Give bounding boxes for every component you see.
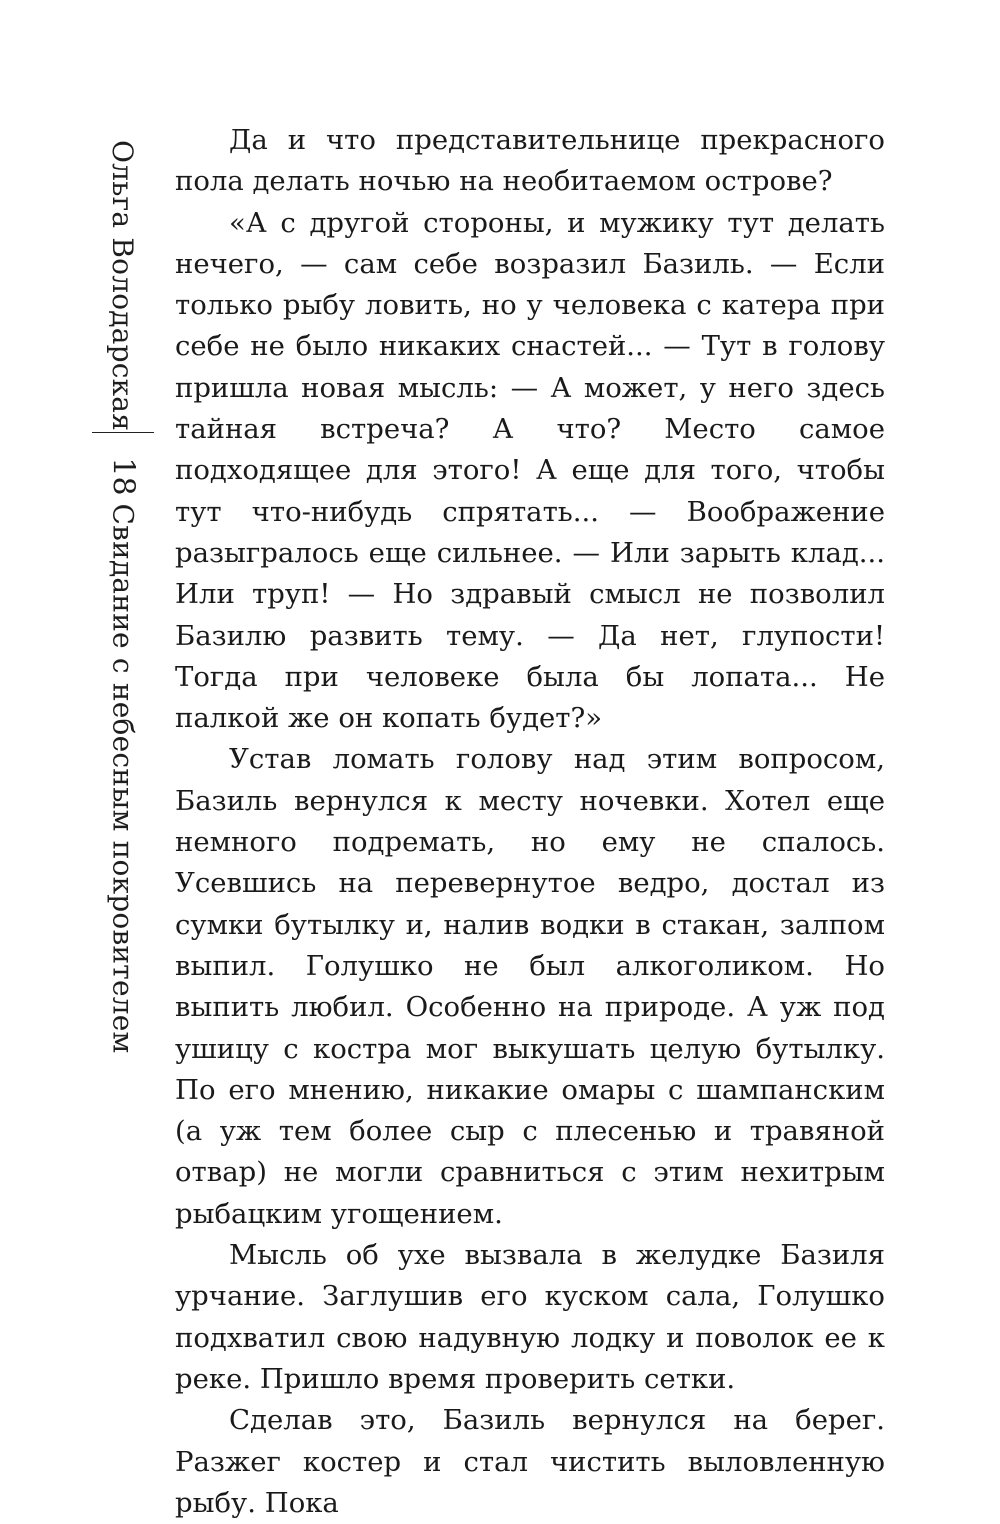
page-number-text: 18: [105, 456, 141, 496]
author-name-text: Ольга Володарская: [106, 139, 140, 431]
paragraph: Мысль об ухе вызвала в желудке Базиля урчание. Заглушив его куском сала, Голушко подхватил свою надувную лодку и поволок ее к реке. Пришло время проверить сетки.: [175, 1239, 885, 1395]
header-divider: [92, 432, 154, 433]
book-title-text: Свидание с небесным покровителем: [106, 503, 140, 1053]
author-name: [92, 139, 154, 431]
running-header: [92, 139, 154, 1053]
page-number: [92, 446, 154, 506]
paragraph: Сделав это, Базиль вернулся на берег. Разжег костер и стал чистить выловленную рыбу. Пока: [175, 1404, 885, 1519]
paragraph: Устав ломать голову над этим вопросом, Базиль вернулся к месту ночевки. Хотел еще немного подремать, но ему не спалось. Усевшись на перевернутое ведро, достал из сумки бутылку и, налив водки в стакан, залпом выпил. Голушко не был алкоголиком. Но выпить любил. Особенно на природе. А уж под ушицу с костра мог выкушать целую бутылку. По его мнению, никакие омары с шампанским (а уж тем более сыр с плесенью и травяной отвар) не могли сравниться с этим нехитрым рыбацким угощением.: [175, 743, 885, 1230]
book-title: [92, 503, 154, 1053]
body-text: [175, 120, 885, 1524]
paragraph: «А с другой стороны, и мужику тут делать нечего, — сам себе возразил Базиль. — Если только рыбу ловить, но у человека с катера при себе не было никаких снастей... — Тут в голову пришла новая мысль: — А может, у него здесь тайная встреча? А что? Место самое подходящее для этого! А еще для того, чтобы тут что-нибудь спрятать... — Воображение разыгралось еще сильнее. — Или зарыть клад... Или труп! — Но здравый смысл не позволил Базилю развить тему. — Да нет, глупости! Тогда при человеке была бы лопата... Не палкой же он копать будет?»: [175, 206, 885, 735]
paragraph: Да и что представительнице прекрасного пола делать ночью на необитаемом острове?: [175, 124, 885, 198]
